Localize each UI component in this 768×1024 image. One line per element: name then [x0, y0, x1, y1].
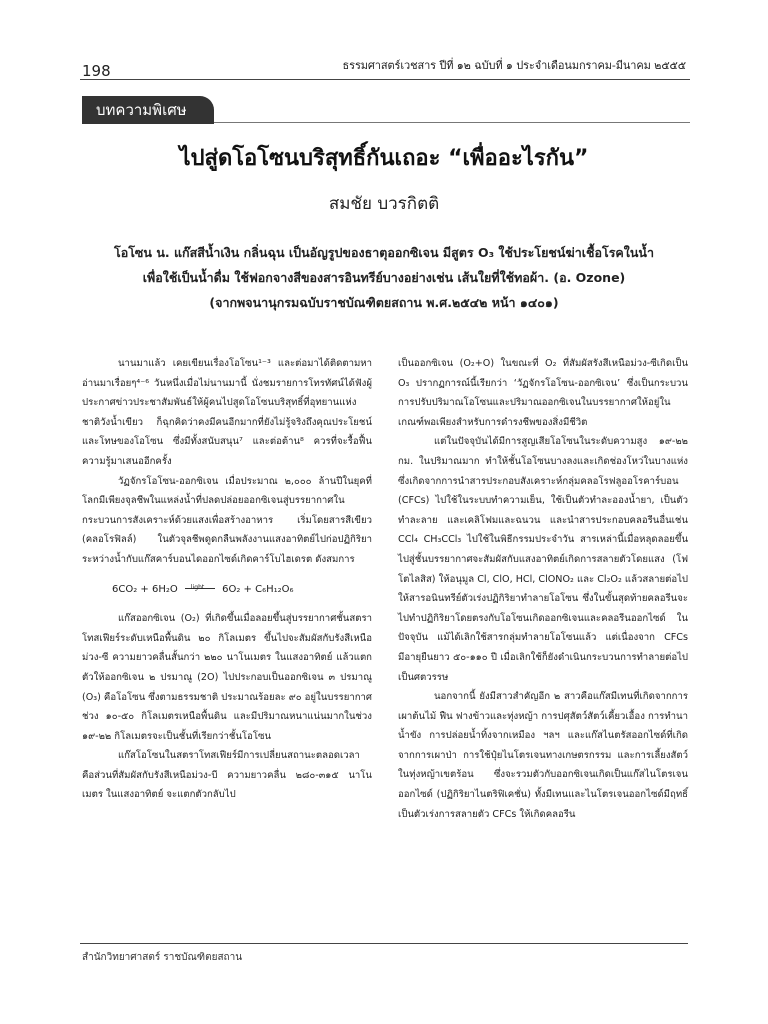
section-tag: บทความพิเศษ — [82, 96, 214, 124]
abstract-line-3: (จากพจนานุกรมฉบับราชบัณฑิตยสถาน พ.ศ.๒๕๔๒ หน้า ๑๔๐๑) — [209, 295, 559, 310]
left-paragraph-2: วัฏจักรโอโซน-ออกซิเจน เมื่อประมาณ ๒,๐๐๐ ล้านปีในยุคที่โลกมีเพียงจุลชีพในแหล่งน้ำที่ปลดปล่อยออกซิเจนสู่บรรยากาศในกระบวนการสังเคราะห์ด้วยแสงเพื่อสร้างอาหาร เริ่มโดยสารสีเขียว (คลอโรฟิลล์) ในตัวจุลชีพดูดกลืนพลังงานแสงอาทิตย์ไปก่อปฏิกิริยาระหว่างน้ำกับแก๊สคาร์บอนไดออกไซด์เกิดคาร์โบไฮเดรต ดังสมการ — [82, 475, 372, 565]
abstract-line-2: เพื่อใช้เป็นน้ำดื่ม ใช้ฟอกจางสีของสารอินทรีย์บางอย่างเช่น เส้นใยที่ใช้ทอผ้า. (อ. Ozone) — [142, 270, 626, 285]
left-paragraph-1: นานมาแล้ว เคยเขียนเรื่องโอโซน¹⁻³ และต่อมาได้ติดตามหาอ่านมาเรื่อยๆ⁴⁻⁶ วันหนึ่งเมื่อไม่นานมานี้ นั่งชมรายการโทรทัศน์ได้ฟังผู้ประกาศข่าวประชาสัมพันธ์ให้ผู้คนไปสูดโอโซนบริสุทธิ์ที่อุทยานแห่งชาติวังน้ำเขียว ก็ฉุกคิดว่าคงมีคนอีกมากที่ยังไม่รู้จริงถึงคุณประโยชน์และโทษของโอโซน ซึ่งมีทั้งสนับสนุน⁷ และต่อต้าน⁸ ควรที่จะรื้อฟื้นความรู้มาเสนออีกครั้ง — [82, 358, 372, 467]
equation-light-label: light — [190, 583, 205, 591]
footer-affiliation: สำนักวิทยาศาสตร์ ราชบัณฑิตยสถาน — [82, 952, 243, 963]
equation-reactants: 6CO₂ + 6H₂O — [112, 583, 178, 595]
footer-rule — [80, 943, 688, 944]
right-column — [398, 354, 688, 824]
article-title: ไปสู่ดโอโซนบริสุทธิ์กันเถอะ “เพื่ออะไรกัน” — [179, 146, 589, 171]
abstract-line-1: โอโซน น. แก๊สสีน้ำเงิน กลิ่นฉุน เป็นอัญรูปของธาตุออกซิเจน มีสูตร O₃ ใช้ประโยชน์ฆ่าเชื้อโรคในน้ำ — [114, 245, 654, 260]
header-rule — [80, 79, 690, 80]
left-paragraph-3: แก๊สออกซิเจน (O₂) ที่เกิดขึ้นเมื่อลอยขึ้นสู่บรรยากาศชั้นสตราโทสเฟียร์ระดับเหนือพื้นดิน ๒๐ กิโลเมตร ขึ้นไปจะสัมผัสกับรังสีเหนือม่วง-ซี ความยาวคลื่นสั้นกว่า ๒๒๐ นาโนเมตร ในแสงอาทิตย์ แล้วแตกตัวให้ออกซิเจน ๒ ปรมาณู (2O) ไปประกอบเป็นออกซิเจน ๓ ปรมาณู (O₃) คือโอโซน ซึ่งตามธรรมชาติ ประมาณร้อยละ ๙๐ อยู่ในบรรยากาศช่วง ๑๐-๕๐ กิโลเมตรเหนือพื้นดิน และมีปริมาณหนาแน่นมากในช่วง ๑๙-๒๒ กิโลเมตรจะเป็นชั้นที่เรียกว่าชั้นโอโซน — [82, 613, 372, 742]
right-paragraph-1: เป็นออกซิเจน (O₂+O) ในขณะที่ O₂ ที่สัมผัสรังสีเหนือม่วง-ซีเกิดเป็น O₃ ปรากฏการณ์นี้เรียกว่า ‘วัฏจักรโอโซน-ออกซิเจน’ ซึ่งเป็นกระบวนการปรับปริมาณโอโซนและปริมาณออกซิเจนในบรรยากาศให้อยู่ในเกณฑ์พอเพียงสำหรับการดำรงชีพของสิ่งมีชีวิต — [398, 358, 688, 428]
abstract — [90, 240, 678, 315]
right-paragraph-2: แต่ในปัจจุบันได้มีการสูญเสียโอโซนในระดับความสูง ๑๙-๒๒ กม. ในปริมาณมาก ทำให้ชั้นโอโซนบางลงและเกิดช่องโหว่ในบางแห่ง ซึ่งเกิดจากการนำสารประกอบสังเคราะห์กลุ่มคลอโรฟลูออโรคาร์บอน (CFCs) ไปใช้ในระบบทำความเย็น, ใช้เป็นตัวทำละอองน้ำยา, เป็นตัวทำละลาย และเคลิโฟมและฉนวน และนำสารประกอบคลอรีนอื่นเช่น CCl₄ CH₃CCl₃ ไปใช้ในพิธีกรรมประจำวัน สารเหล่านี้เมื่อหลุดลอยขึ้นไปสู่ชั้นบรรยากาศจะสัมผัสกับแสงอาทิตย์เกิดการสลายตัวโดยแสง (โฟโตไลสิส) ให้อนุมูล Cl, ClO, HCl, ClONO₂ และ Cl₂O₂ แล้วสลายต่อไปให้สารอนินทรีย์ตัวเร่งปฏิกิริยาทำลายโอโซน ซึ่งในขั้นสุดท้ายคลอรีนจะไปทำปฏิกิริยาโดยตรงกับโอโซนเกิดออกซิเจนและคลอรีนออกไซด์ ในปัจจุบัน แม้ได้เลิกใช้สารกลุ่มทำลายโอโซนแล้ว แต่เนื่องจาก CFCs มีอายุยืนยาว ๕๐-๑๑๐ ปี เมื่อเลิกใช้ก็ยังดำเนินกระบวนการทำลายต่อไปเป็นศตวรรษ — [398, 436, 688, 683]
author-name: สมชัย บวรกิตติ — [328, 194, 440, 214]
equation-arrow — [185, 583, 215, 591]
section-tag-rule — [214, 122, 690, 123]
journal-header: ธรรมศาสตร์เวชสาร ปีที่ ๑๒ ฉบับที่ ๑ ประจำเดือนมกราคม-มีนาคม ๒๕๕๕ — [342, 59, 686, 72]
page-number: 198 — [82, 62, 111, 80]
left-column — [82, 354, 372, 805]
left-paragraph-4: แก๊สโอโซนในสตราโทสเฟียร์มีการเปลี่ยนสถานะตลอดเวลา คือส่วนที่สัมผัสกับรังสีเหนือม่วง-บี ความยาวคลื่น ๒๘๐-๓๑๕ นาโนเมตร ในแสงอาทิตย์ จะแตกตัวกลับไป — [82, 750, 372, 801]
equation-products: 6O₂ + C₆H₁₂O₆ — [222, 583, 294, 595]
photosynthesis-equation — [82, 580, 372, 600]
right-paragraph-3: นอกจากนี้ ยังมีสาวสำคัญอีก ๒ สาวคือแก๊สมีเทนที่เกิดจากการเผาต้นไม้ ฟืน ฟางข้าวและทุ่งหญ้า การปศุสัตว์สัตว์เคี้ยวเอื้อง การทำนาน้ำขัง การปล่อยน้ำทิ้งจากเหมือง ฯลฯ และแก๊สไนตรัสออกไซด์ที่เกิดจากการเผาป่า การใช้ปุ๋ยไนโตรเจนทางเกษตรกรรม และการเลี้ยงสัตว์ในทุ่งหญ้าเขตร้อน ซึ่งจะรวมตัวกับออกซิเจนเกิดเป็นแก๊สไนโตรเจนออกไซด์ (ปฏิกิริยาไนตริฟิเคชั่น) ทั้งมีเทนและไนโตรเจนออกไซด์มีฤทธิ์เป็นตัวเร่งการสลายตัว CFCs ให้เกิดคลอรีน — [398, 691, 688, 820]
